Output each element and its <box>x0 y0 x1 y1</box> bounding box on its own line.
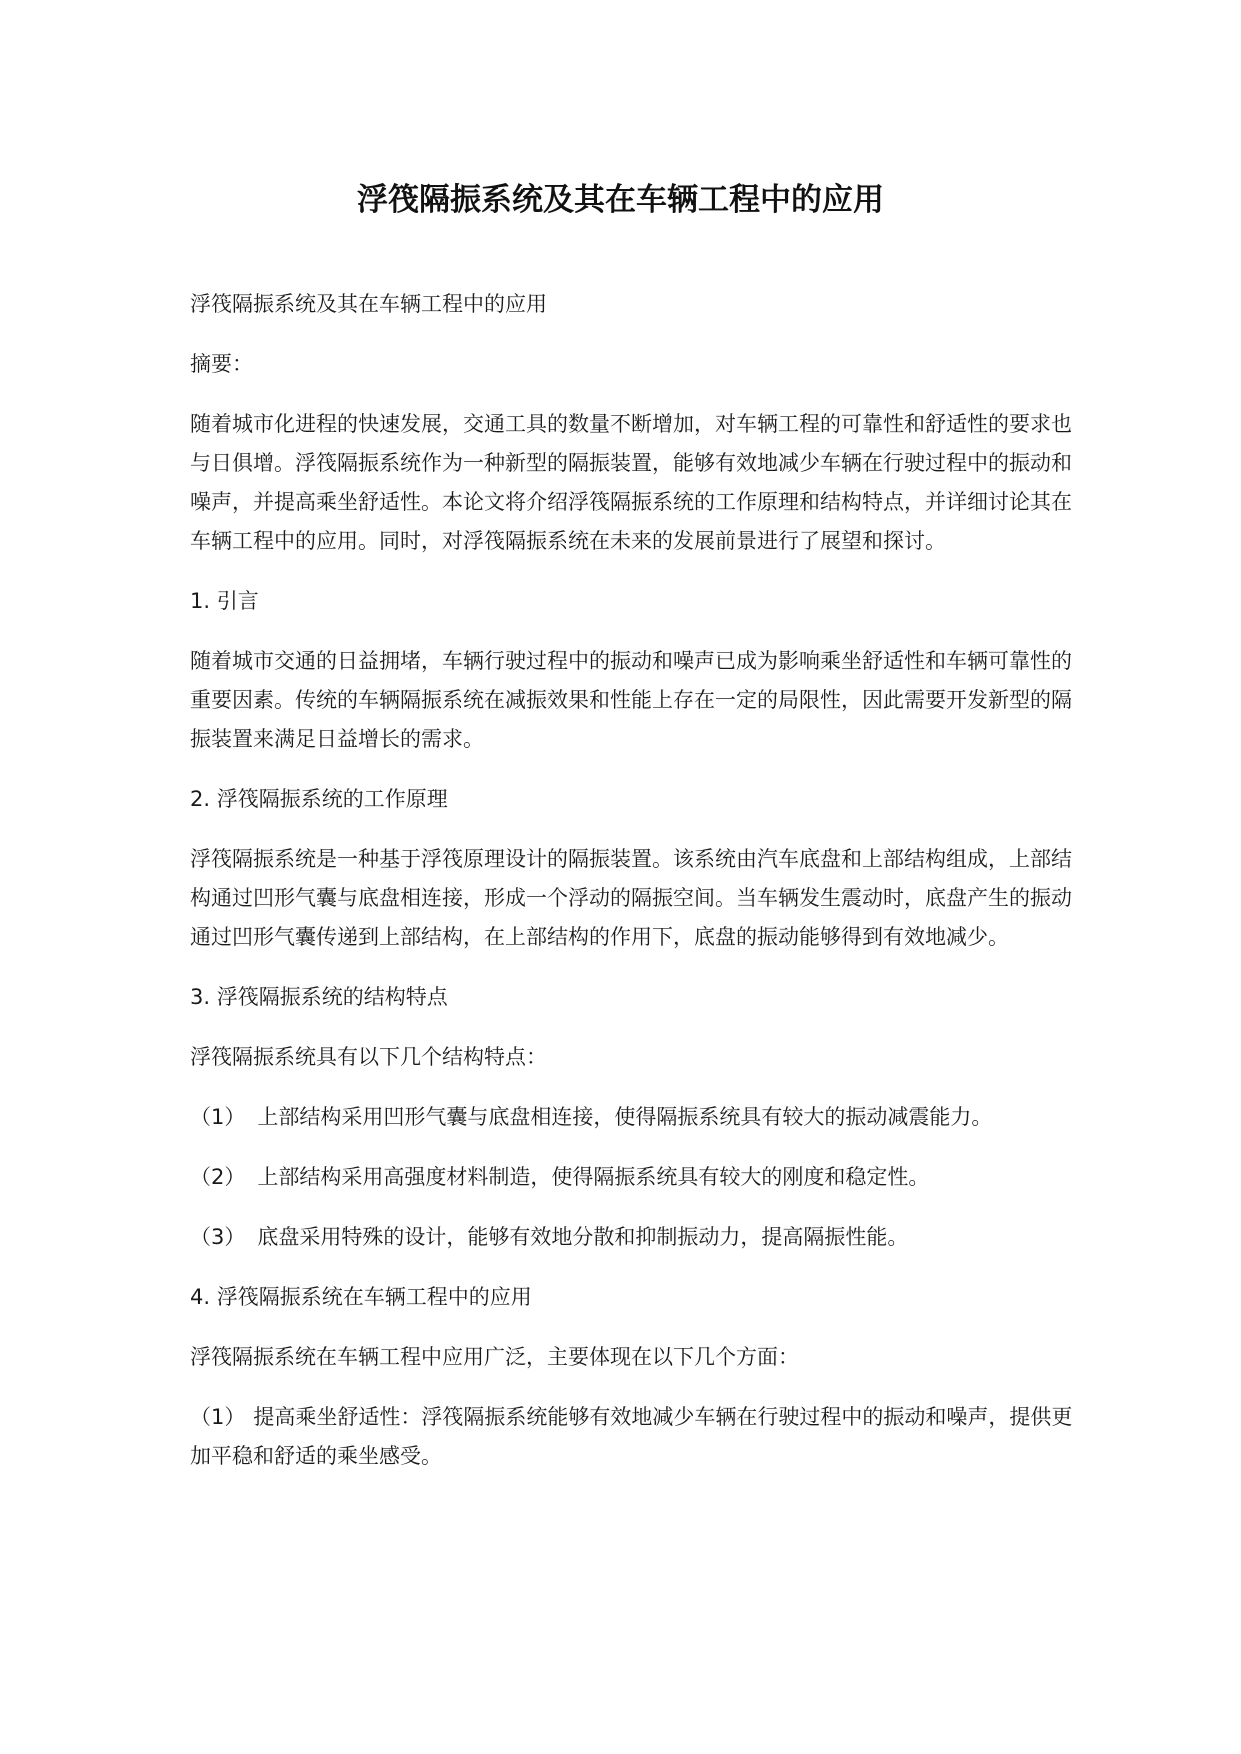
section-heading-intro: 1. 引言 <box>190 589 259 613</box>
abstract-label: 摘要： <box>190 352 253 376</box>
section-heading-structure: 3. 浮筏隔振系统的结构特点 <box>190 985 448 1009</box>
list-item <box>190 1098 1080 1137</box>
list-item-text: 底盘采用特殊的设计，能够有效地分散和抑制振动力，提高隔振性能。 <box>257 1225 909 1249</box>
list-item-number: （1） <box>190 1105 246 1129</box>
list-item-text: 上部结构采用凹形气囊与底盘相连接，使得隔振系统具有较大的振动减震能力。 <box>257 1105 993 1129</box>
list-item <box>190 1398 1080 1476</box>
document-title: 浮筏隔振系统及其在车辆工程中的应用 <box>357 182 884 218</box>
abstract-paragraph: 随着城市化进程的快速发展，交通工具的数量不断增加，对车辆工程的可靠性和舒适性的要求也与日俱增。浮筏隔振系统作为一种新型的隔振装置，能够有效地减少车辆在行驶过程中的振动和噪声，并提高乘坐舒适性。本论文将介绍浮筏隔振系统的工作原理和结构特点，并详细讨论其在车辆工程中的应用。同时，对浮筏隔振系统在未来的发展前景进行了展望和探讨。 <box>190 412 1072 553</box>
section-heading-application: 4. 浮筏隔振系统在车辆工程中的应用 <box>190 1285 532 1309</box>
section-paragraph-principle: 浮筏隔振系统是一种基于浮筏原理设计的隔振装置。该系统由汽车底盘和上部结构组成，上部结构通过凹形气囊与底盘相连接，形成一个浮动的隔振空间。当车辆发生震动时，底盘产生的振动通过凹形气囊传递到上部结构，在上部结构的作用下，底盘的振动能够得到有效地减少。 <box>190 847 1072 949</box>
list-item-number: （1） <box>190 1405 246 1429</box>
list-item-number: （3） <box>190 1225 246 1249</box>
section-paragraph-structure: 浮筏隔振系统具有以下几个结构特点： <box>190 1045 547 1069</box>
document-body <box>190 285 1080 1497</box>
list-item <box>190 1218 1080 1257</box>
document-subtitle: 浮筏隔振系统及其在车辆工程中的应用 <box>190 292 547 316</box>
list-item-text: 上部结构采用高强度材料制造，使得隔振系统具有较大的刚度和稳定性。 <box>257 1165 930 1189</box>
list-item-number: （2） <box>190 1165 246 1189</box>
list-item <box>190 1158 1080 1197</box>
list-item-text: 提高乘坐舒适性：浮筏隔振系统能够有效地减少车辆在行驶过程中的振动和噪声，提供更加平稳和舒适的乘坐感受。 <box>190 1405 1073 1468</box>
section-paragraph-intro: 随着城市交通的日益拥堵，车辆行驶过程中的振动和噪声已成为影响乘坐舒适性和车辆可靠性的重要因素。传统的车辆隔振系统在减振效果和性能上存在一定的局限性，因此需要开发新型的隔振装置来满足日益增长的需求。 <box>190 649 1072 751</box>
section-paragraph-application: 浮筏隔振系统在车辆工程中应用广泛，主要体现在以下几个方面： <box>190 1345 799 1369</box>
section-heading-principle: 2. 浮筏隔振系统的工作原理 <box>190 787 448 811</box>
